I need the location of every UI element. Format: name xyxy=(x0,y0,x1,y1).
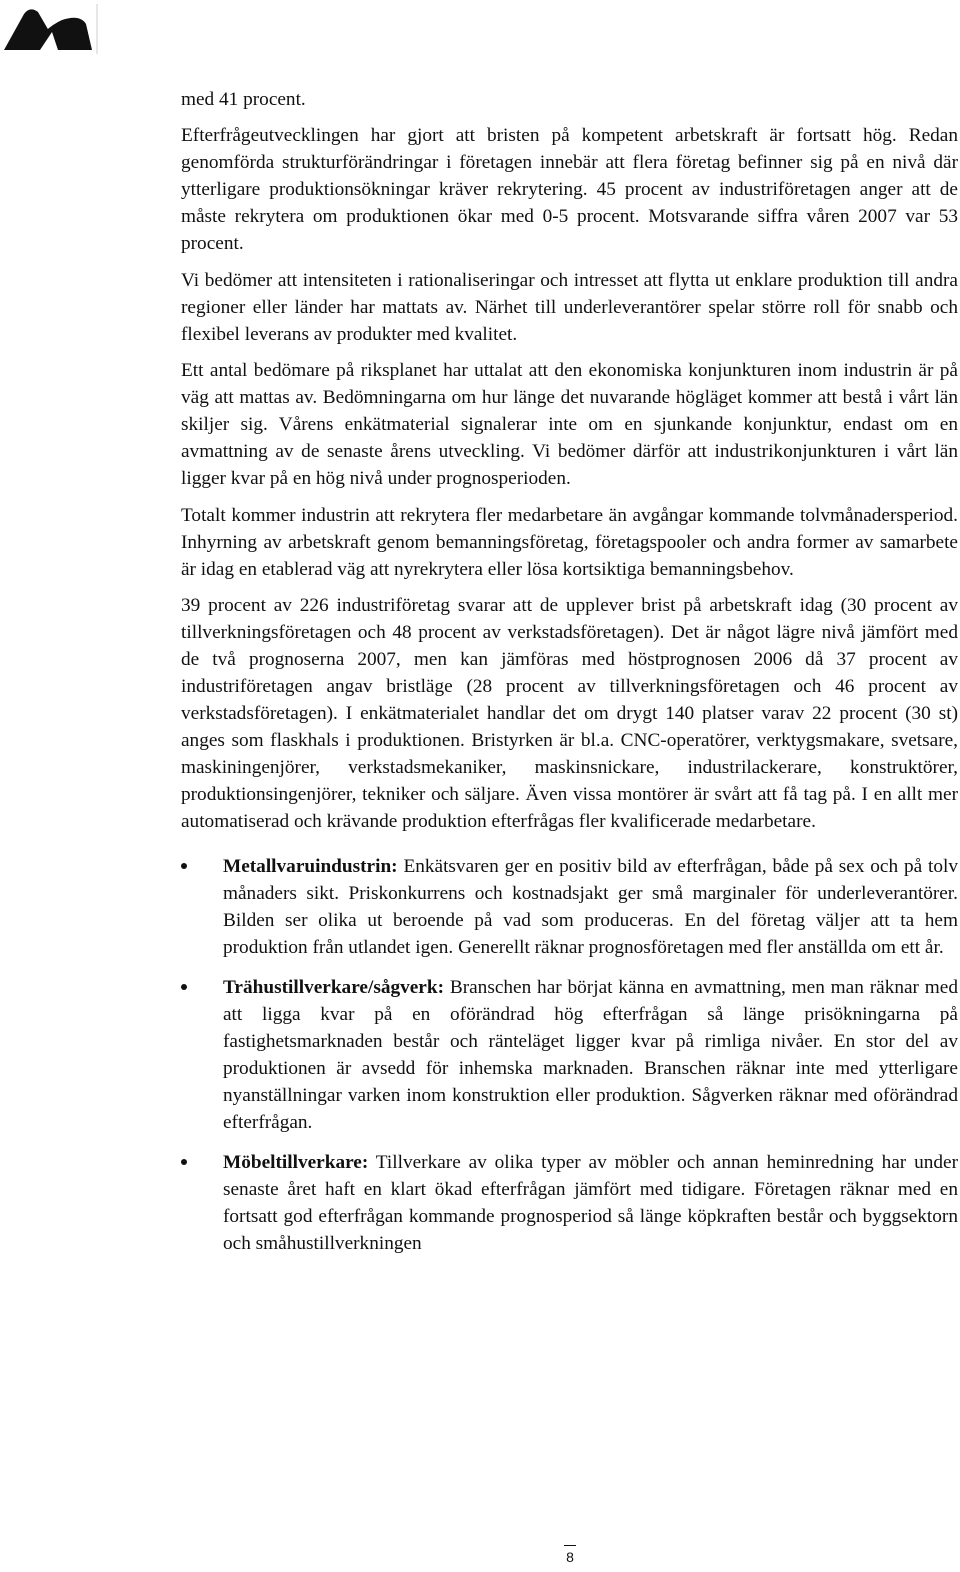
list-item xyxy=(181,853,958,961)
paragraph: Vi bedömer att intensiteten i rationaliseringar och intresset att flytta ut enklare produktion till andra regioner eller länder har mattats av. Närhet till underleverantörer spelar större roll för snabb och flexibel leverans av produkter med kvalitet. xyxy=(181,269,958,345)
bullet-icon xyxy=(181,984,187,990)
bullet-icon xyxy=(181,863,187,869)
paragraph: med 41 procent. xyxy=(181,89,306,110)
paragraph: 39 procent av 226 industriföretag svarar att de upplever brist på arbetskraft idag (30 procent av tillverkningsföretagen och 48 procent av verkstadsföretagen). Det är något lägre nivå jämfört med de två prognoserna 2007, men kan jämföras med höstprognosen 2006 då 37 procent av industriföretagen angav bristläge (28 procent av tillverkningsföretagen och 46 procent av verkstadsföretagen). I enkätmaterialet handlar det om drygt 140 platser varav 22 procent (30 st) anges som flaskhals i produktionen. Bristyrken är bl.a. CNC-operatörer, verktygsmakare, svetsare, maskiningenjörer, verkstadsmekaniker, maskinsnickare, industrilackerare, konstruktörer, produktionsingenjörer, tekniker och säljare. Även vissa montörer är svårt att få tag på. I en allt mer automatiserad och krävande produktion efterfrågas fler kvalificerade medarbetare. xyxy=(181,595,958,832)
paragraph: Totalt kommer industrin att rekrytera fler medarbetare än avgångar kommande tolvmånadersperiod. Inhyrning av arbetskraft genom bemanningsföretag, företagspooler och andra former av samarbete är idag en etablerad väg att nyrekrytera eller lösa kortsiktiga bemanningsbehov. xyxy=(181,504,958,580)
list-item-text: Enkätsvaren ger en positiv bild av efterfrågan, både på sex och på tolv månaders sikt. Priskonkurrens och kostnadsjakt ger små marginaler för underleverantörer. Bilden ser olika ut beroende på vad som produceras. En del företag väljer att ta hem produktion från utlandet igen. Generellt räknar prognosföretagen med fler anställda om ett år. xyxy=(223,856,958,958)
paragraph: Ett antal bedömare på riksplanet har uttalat att den ekonomiska konjunkturen inom industrin är på väg att mattas av. Bedömningarna om hur länge det nuvarande högläget kommer att bestå i vårt län skiljer sig. Vårens enkätmaterial signalerar inte om en sjunkande konjunktur, endast om en avmattning av de senaste årens utveckling. Vi bedömer därför att industrikonjunkturen i vårt län ligger kvar på en hög nivå under prognosperioden. xyxy=(181,360,958,489)
page-number xyxy=(560,1545,580,1566)
industry-bullet-list xyxy=(181,853,958,1257)
list-item-text: Tillverkare av olika typer av möbler och annan heminredning har under senaste året haft en klart ökad efterfrågan jämfört med tidigare. Företagen räknar med en fortsatt god efterfrågan kommande prognosperiod så länge köpkraften består och byggsektorn och småhustillverkningen xyxy=(223,1152,958,1254)
list-item-text: Branschen har börjat känna en avmattning, men man räknar med att ligga kvar på en oförändrad hög efterfrågan så länge prisökningarna på fastighetsmarknaden består och ränteläget ligger kvar på rimliga nivåer. En stor del av produktionen är avsedd för inhemska marknaden. Branschen räknar inte med ytterligare nyanställningar varken inom konstruktion eller produktion. Sågverken räknar med oförändrad efterfrågan. xyxy=(223,977,958,1133)
list-item-term: Trähustillverkare/sågverk: xyxy=(223,977,444,998)
bullet-icon xyxy=(181,1159,187,1165)
list-item-term: Möbeltillverkare: xyxy=(223,1152,369,1173)
page-number-rule xyxy=(564,1545,576,1546)
paragraph: Efterfrågeutvecklingen har gjort att bristen på kompetent arbetskraft är fortsatt hög. Redan genomförda strukturförändringar i företagen innebär att flera företag befinner sig på en nivå där ytterligare produktionsökningar kräver rekrytering. 45 procent av industriföretagen anger att de måste rekrytera om produktionen ökar med 0-5 procent. Motsvarande siffra våren 2007 var 53 procent. xyxy=(181,125,958,254)
list-item xyxy=(181,974,958,1136)
company-logo-icon xyxy=(0,0,100,58)
page-number-label: 8 xyxy=(566,1549,574,1565)
list-item xyxy=(181,1149,958,1257)
list-item-term: Metallvaruindustrin: xyxy=(223,856,398,877)
document-body xyxy=(181,86,958,1270)
